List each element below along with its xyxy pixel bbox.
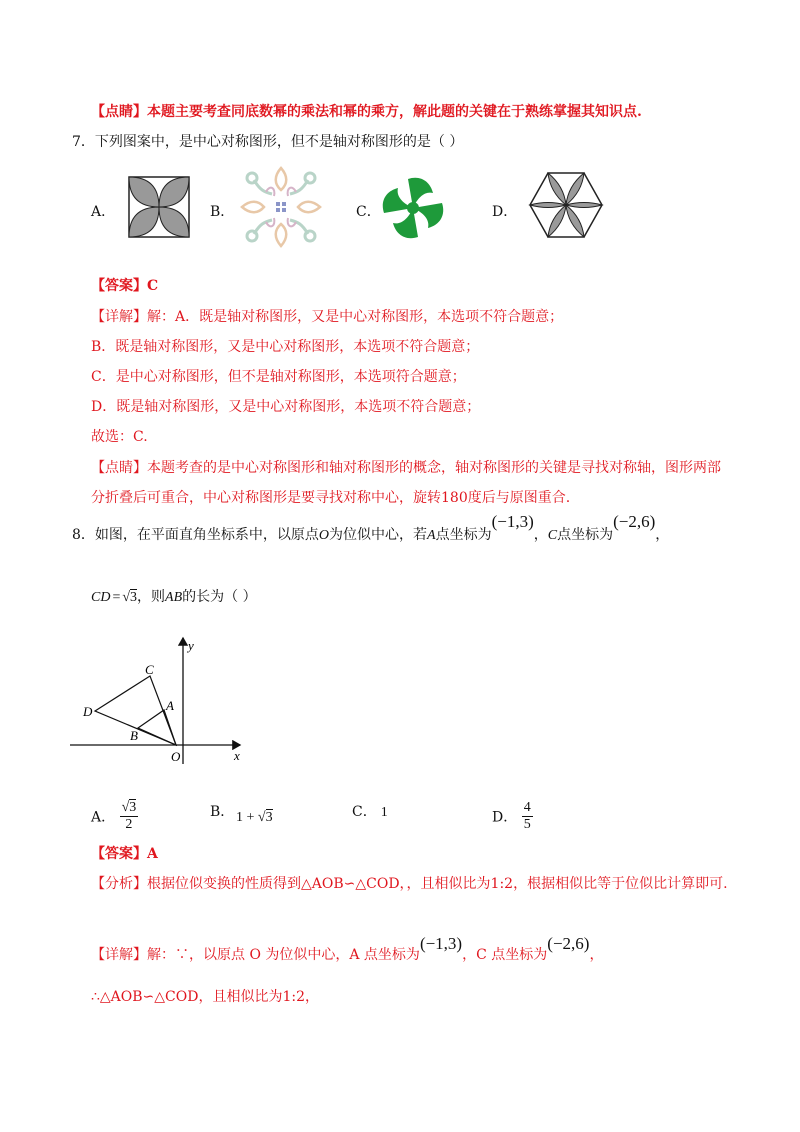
label-b: B [130, 728, 138, 743]
q8-q-comma: ， [533, 527, 548, 543]
q8-detail-mid: ，C 点坐标为 [462, 947, 548, 963]
q8-option-b-value: 1 + √3 [236, 810, 273, 825]
q7-dianjing-line2: 分折叠后可重合，中心对称图形是要寻找对称中心，旋转180度后与原图重合. [91, 490, 571, 506]
q8-detail-line1 [91, 934, 604, 964]
q7-figure-a [127, 175, 191, 239]
q8-detail-line2: ∴△AOB∽△COD，且相似比为1:2， [91, 989, 319, 1005]
label-c: C [145, 662, 154, 677]
q8-coord-a: (−1,3) [491, 512, 534, 531]
q8-q-mid1: 为位似中心，若 [329, 527, 428, 543]
q7-detail-2: C．是中心对称图形，但不是轴对称图形，本选项符合题意； [91, 369, 466, 385]
q8-ab: AB [165, 590, 183, 605]
q7-answer: 【答案】C [91, 278, 159, 294]
q8-detail-end: ， [589, 947, 604, 963]
q8-option-c-label: C． [352, 804, 377, 820]
q8-option-a-label: A． [91, 809, 116, 826]
q7-detail-1: B．既是轴对称图形，又是中心对称图形，本选项不符合题意； [91, 339, 480, 355]
q8-option-a-numerator: √3 [121, 800, 137, 815]
q7-detail-3: D．既是轴对称图形，又是中心对称图形，本选项不符合题意； [91, 399, 481, 415]
q6-dianjing: 【点睛】本题主要考查同底数幂的乘法和幂的乘方，解此题的关键在于熟练掌握其知识点. [91, 104, 642, 120]
q8-cd: CD [91, 590, 111, 605]
q8-q-prefix: 8．如图，在平面直角坐标系中，以原点 [72, 527, 319, 543]
q8-eq: = [112, 590, 121, 605]
q7-option-b-label: B． [210, 204, 235, 220]
q8-line2-mid: ，则 [137, 589, 166, 605]
q8-analysis: 【分析】根据位似变换的性质得到△AOB∽△COD，，且相似比为1:2，根据相似比等于位似比计算即可. [91, 876, 728, 892]
q7-figure-b [236, 162, 326, 252]
q8-q-O: O [318, 528, 330, 543]
label-o: O [171, 749, 181, 764]
q8-q-C: C [547, 528, 558, 543]
q8-option-d-denominator: 5 [523, 817, 531, 832]
q8-option-c-value: 1 [380, 805, 388, 820]
q8-sqrt-sign: √ [122, 590, 131, 605]
q8-option-d [492, 800, 533, 833]
q8-option-a-fraction [120, 800, 139, 833]
q7-detail-4: 故选：C. [91, 429, 148, 445]
label-a: A [166, 698, 174, 713]
q7-option-a-label: A． [91, 204, 116, 220]
q8-q-mid3: 点坐标为 [557, 527, 614, 543]
q8-detail-coord-c: (−2,6) [547, 934, 590, 953]
q8-q-end-comma: ， [655, 527, 670, 543]
q8-question-line1 [72, 512, 670, 544]
q8-detail-prefix: 【详解】解：∵，以原点 O 为位似中心，A 点坐标为 [91, 947, 420, 963]
q8-question-line2 [91, 586, 257, 606]
q8-coordinate-figure [68, 632, 258, 772]
q7-option-d-label: D． [492, 204, 518, 220]
q7-question: 7．下列图案中，是中心对称图形，但不是轴对称图形的是（ ） [72, 134, 464, 150]
q7-figure-c [378, 173, 448, 243]
q8-option-a [91, 800, 138, 833]
label-d: D [83, 704, 93, 719]
label-y: y [188, 638, 194, 653]
q8-answer: 【答案】A [91, 846, 158, 862]
q8-q-mid2: 点坐标为 [435, 527, 492, 543]
q8-option-a-denominator: 2 [125, 817, 133, 832]
q8-option-d-numerator: 4 [523, 800, 531, 815]
q8-coord-c: (−2,6) [613, 512, 656, 531]
label-x: x [234, 748, 240, 763]
q8-sqrt-radicand: 3 [130, 590, 138, 605]
q8-line2-end: 的长为（ ） [182, 589, 257, 605]
q7-option-c-label: C． [356, 204, 381, 220]
q8-detail-coord-a: (−1,3) [419, 934, 463, 953]
triangle-aob [138, 710, 176, 745]
q7-detail-0: 【详解】解：A．既是轴对称图形，又是中心对称图形，本选项不符合题意； [91, 309, 564, 325]
q8-option-b-label: B． [210, 804, 235, 820]
q8-q-A: A [427, 528, 436, 543]
q8-option-d-label: D． [492, 809, 518, 826]
q7-dianjing-line1: 【点睛】本题考查的是中心对称图形和轴对称图形的概念，轴对称图形的关键是寻找对称轴，图形两部 [91, 460, 721, 476]
q8-option-d-fraction [522, 800, 533, 833]
q7-figure-d [528, 170, 604, 240]
q8-option-c [352, 801, 388, 821]
